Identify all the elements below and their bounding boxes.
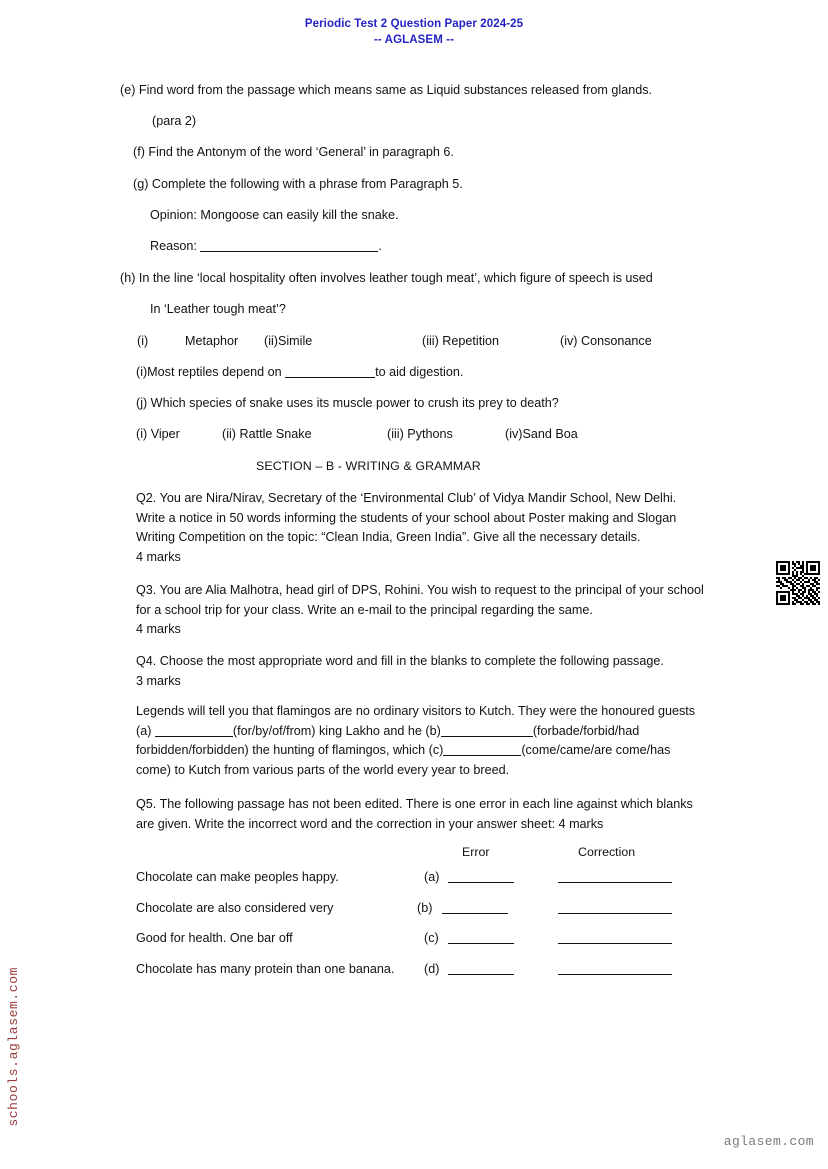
table-row <box>136 961 736 992</box>
option-j-iii-num: (iii) <box>387 427 404 441</box>
option-h-iii-label: Repetition <box>442 334 500 348</box>
q4-passage-line3-end: (come/came/are come/has <box>521 743 671 758</box>
error-blank[interactable] <box>442 913 508 914</box>
q4-passage-line2 <box>136 722 776 742</box>
option-j-ii-label: Rattle Snake <box>239 427 312 441</box>
question-item-i-after: to aid digestion. <box>375 365 464 379</box>
option-j-ii-num: (ii) <box>222 427 236 441</box>
q4-passage-line4: come) to Kutch from various parts of the world every year to breed. <box>136 762 510 777</box>
question-item-e-note: (para 2) <box>152 114 197 128</box>
table-body <box>136 869 736 991</box>
row-marker: (d) <box>424 961 440 976</box>
question-q3 <box>136 581 796 640</box>
question-item-f: (f) Find the Antonym of the word ‘General’ in paragraph 6. <box>133 145 454 159</box>
question-q4 <box>136 652 786 691</box>
q4-passage-line2-end: (forbade/forbid/had <box>532 723 640 738</box>
option-h-iv[interactable] <box>560 333 652 351</box>
q2-line2: Write a notice in 50 words informing the students of your school about Poster making and Slogan <box>136 510 677 525</box>
option-j-i-num: (i) <box>136 427 148 441</box>
document-header <box>0 16 828 48</box>
q2-marks: 4 marks <box>136 549 181 564</box>
table-row <box>136 869 736 900</box>
blank-b[interactable] <box>441 736 533 737</box>
reason-blank[interactable] <box>200 251 378 252</box>
option-h-i[interactable] <box>137 333 148 351</box>
q4-passage-line3-start: forbidden/forbidden) the hunting of flamingos, which (c) <box>136 743 444 758</box>
watermark-left: schools.aglasem.com <box>6 967 21 1127</box>
column-header-correction: Correction <box>578 845 636 859</box>
row-marker: (b) <box>417 900 433 915</box>
q4-passage-line1: Legends will tell you that flamingos are no ordinary visitors to Kutch. They were the honoured guests <box>136 704 696 718</box>
question-item-e: (e) Find word from the passage which means same as Liquid substances released from glands. <box>120 83 652 97</box>
q5-line1: Q5. The following passage has not been edited. There is one error in each line against which blanks <box>136 797 693 811</box>
column-header-error: Error <box>462 845 490 859</box>
correction-blank[interactable] <box>558 974 672 975</box>
row-sentence: Chocolate can make peoples happy. <box>136 870 339 884</box>
blank-c[interactable] <box>443 755 521 756</box>
option-j-ii[interactable] <box>222 426 312 444</box>
option-h-i-num: (i) <box>137 334 149 348</box>
row-marker: (a) <box>424 870 440 884</box>
blank-a-marker: (a) <box>136 723 152 738</box>
option-h-iv-num: (iv) <box>560 334 578 348</box>
error-blank[interactable] <box>448 882 514 883</box>
error-correction-table <box>136 845 736 991</box>
option-j-iv-label: Sand Boa <box>522 427 578 441</box>
row-sentence: Chocolate has many protein than one banana. <box>136 961 395 976</box>
q5-line2: are given. Write the incorrect word and the correction in your answer sheet: 4 marks <box>136 816 604 831</box>
watermark-bottom-right: aglasem.com <box>723 1134 814 1149</box>
option-h-iii[interactable] <box>422 333 499 351</box>
qr-code[interactable] <box>776 561 820 605</box>
question-item-h-line1: (h) In the line ‘local hospitality often involves leather tough meat’, which figure of speech is used <box>120 271 653 285</box>
option-h-ii-num: (ii) <box>264 334 278 348</box>
question-q5 <box>136 795 786 834</box>
table-header-row <box>136 845 736 869</box>
q2-line3: Writing Competition on the topic: “Clean India, Green India”. Give all the necessary details. <box>136 530 641 545</box>
header-subtitle: -- AGLASEM -- <box>373 34 455 46</box>
reason-period: . <box>378 239 382 253</box>
option-h-ii-label: Simile <box>277 334 313 348</box>
row-sentence: Chocolate are also considered very <box>136 900 334 915</box>
q4-passage-line3 <box>136 741 776 761</box>
option-h-ii[interactable] <box>264 333 312 351</box>
question-item-g-reason <box>150 238 382 256</box>
row-marker: (c) <box>424 931 439 946</box>
qr-code-image <box>776 561 820 605</box>
q3-line2: for a school trip for your class. Write an e-mail to the principal regarding the same. <box>136 602 593 617</box>
q3-marks: 4 marks <box>136 622 181 637</box>
question-item-i-before: (i)Most reptiles depend on <box>136 365 282 379</box>
question-item-g-opinion: Opinion: Mongoose can easily kill the snake. <box>150 208 399 222</box>
question-item-i <box>136 364 463 382</box>
section-b-heading: SECTION – B - WRITING & GRAMMAR <box>256 459 481 473</box>
option-h-iii-num: (iii) <box>422 334 439 348</box>
question-q2 <box>136 489 776 567</box>
option-j-iii-label: Pythons <box>407 427 453 441</box>
question-item-g: (g) Complete the following with a phrase from Paragraph 5. <box>133 177 463 191</box>
question-item-j: (j) Which species of snake uses its muscle power to crush its prey to death? <box>136 396 559 410</box>
reason-label: Reason: <box>150 239 197 253</box>
q4-line1: Q4. Choose the most appropriate word and fill in the blanks to complete the following passage. <box>136 654 664 668</box>
option-j-i-label: Viper <box>150 427 180 441</box>
option-j-iv-num: (iv) <box>505 427 523 441</box>
header-title: Periodic Test 2 Question Paper 2024-25 <box>304 18 524 30</box>
q4-marks: 3 marks <box>136 673 181 688</box>
option-h-iv-label: Consonance <box>580 334 652 348</box>
error-blank[interactable] <box>448 974 514 975</box>
question-item-i-blank[interactable] <box>285 377 375 378</box>
correction-blank[interactable] <box>558 882 672 883</box>
question-item-h-line2: In ‘Leather tough meat’? <box>150 302 286 316</box>
table-row <box>136 900 736 931</box>
table-row <box>136 930 736 961</box>
option-j-i[interactable] <box>136 426 180 444</box>
option-h-i-label[interactable]: Metaphor <box>185 334 239 348</box>
option-j-iv[interactable] <box>505 426 578 444</box>
q3-line1: Q3. You are Alia Malhotra, head girl of DPS, Rohini. You wish to request to the principal of your school <box>136 583 704 597</box>
correction-blank[interactable] <box>558 943 672 944</box>
q2-line1: Q2. You are Nira/Nirav, Secretary of the ‘Environmental Club’ of Vidya Mandir School, New Delhi. <box>136 491 677 505</box>
correction-blank[interactable] <box>558 913 672 914</box>
q4-passage <box>136 702 776 780</box>
blank-a[interactable] <box>155 736 233 737</box>
error-blank[interactable] <box>448 943 514 944</box>
q4-passage-line2-mid: (for/by/of/from) king Lakho and he (b) <box>232 723 441 738</box>
row-sentence: Good for health. One bar off <box>136 931 293 946</box>
option-j-iii[interactable] <box>387 426 453 444</box>
